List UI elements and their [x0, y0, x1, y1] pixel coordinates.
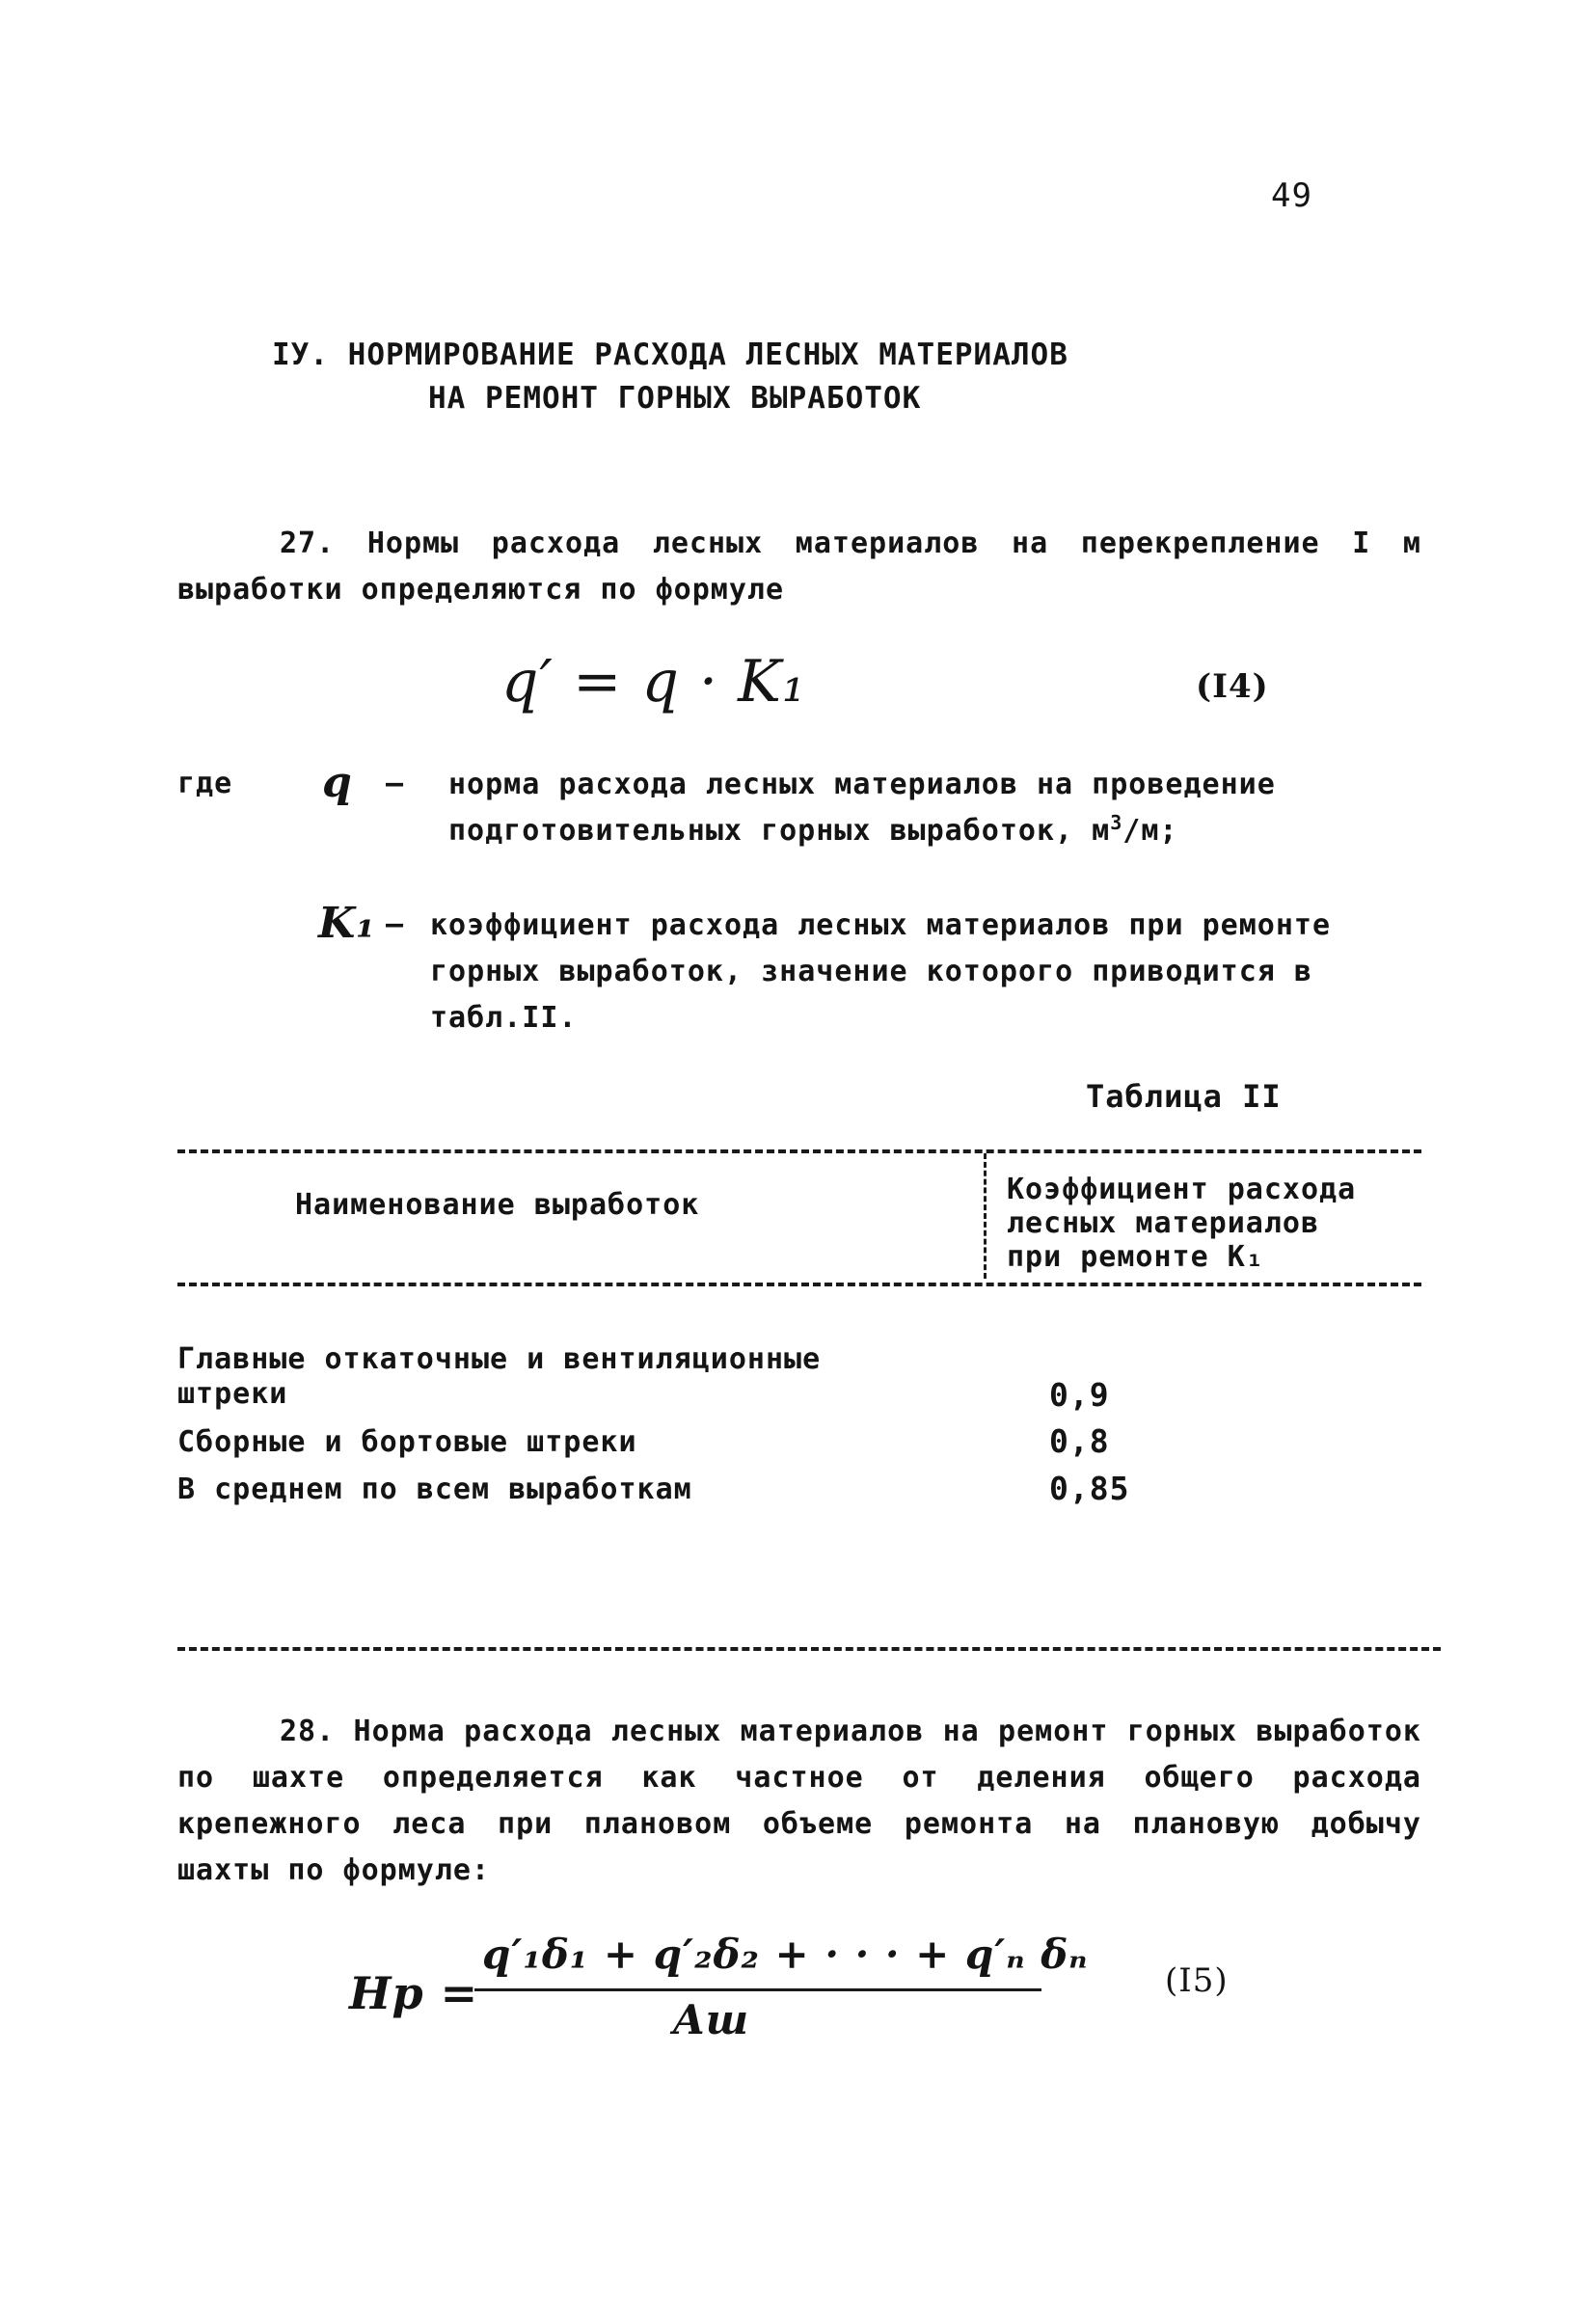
- paragraph-28: 28. Норма расхода лесных материалов на ремонт горных выработок по шахте определяется как частное от деления общего расхода крепежного леса при плановом объеме ремонта на плановую добычу шахты по формуле:: [177, 1715, 1421, 1887]
- table-top-rule: [177, 1149, 1421, 1153]
- formula-14: [501, 648, 806, 716]
- q-dash: –: [386, 767, 405, 800]
- table-row-1-value: 0,9: [1049, 1376, 1110, 1414]
- formula-15-number: (I5): [1165, 1961, 1229, 2000]
- table-header-coefficient-line-1: Коэффициент расхода: [1007, 1173, 1357, 1206]
- formula-15-fraction-bar: [474, 1988, 1041, 1991]
- formula-14-eq: =: [573, 648, 623, 716]
- k1-definition: коэффициент расхода лесных материалов при ремонте горных выработок, значение которого приводится в табл.II.: [430, 908, 1332, 1035]
- formula-14-lhs: q′: [501, 648, 554, 716]
- q-definition: [448, 762, 1422, 854]
- table-caption: Таблица II: [1086, 1078, 1282, 1115]
- page-number: 49: [1271, 176, 1312, 215]
- formula-14-number: (I4): [1196, 667, 1269, 706]
- formula-15-denominator: Aш: [673, 1996, 750, 2043]
- table-header-coefficient-line-2: лесных материалов: [1007, 1206, 1320, 1240]
- formula-15-lhs: Hр =: [349, 1967, 479, 2019]
- table-bottom-rule: [177, 1647, 1441, 1651]
- formula-15-numerator: q′₁δ₁ + q′₂δ₂ + · · · + q′ₙ δₙ: [482, 1931, 1089, 1978]
- k1-dash: –: [386, 907, 405, 941]
- table-row-3-value: 0,85: [1049, 1470, 1130, 1507]
- table-header-name: Наименование выработок: [295, 1188, 700, 1222]
- where-label: где: [177, 767, 233, 800]
- k1-symbol: K₁: [318, 899, 376, 948]
- section-heading-line-2: НА РЕМОНТ ГОРНЫХ ВЫРАБОТОК: [428, 381, 922, 416]
- table-column-divider: [984, 1153, 987, 1279]
- paragraph-27: 27. Нормы расхода лесных материалов на перекрепление I м выработки определяются по формуле: [177, 527, 1421, 607]
- section-heading-line-1: IУ. НОРМИРОВАНИЕ РАСХОДА ЛЕСНЫХ МАТЕРИАЛОВ: [272, 338, 1068, 372]
- table-header-coefficient-line-3: при ремонте K₁: [1007, 1240, 1264, 1274]
- formula-14-rhs: q · K₁: [641, 648, 806, 716]
- table-row-1-name: Главные откаточные и вентиляционные штреки: [177, 1342, 822, 1411]
- table-row-2-name: Сборные и бортовые штреки: [177, 1425, 637, 1459]
- q-definition-text: норма расхода лесных материалов на проведение подготовительных горных выработок, м: [448, 768, 1276, 848]
- q-unit-tail: /м;: [1122, 814, 1178, 848]
- q-symbol: q: [322, 758, 353, 807]
- q-unit-superscript: 3: [1110, 811, 1123, 834]
- table-row-3-name: В среднем по всем выработкам: [177, 1473, 692, 1506]
- table-header-bottom-rule: [177, 1283, 1421, 1286]
- table-row-2-value: 0,8: [1049, 1422, 1110, 1460]
